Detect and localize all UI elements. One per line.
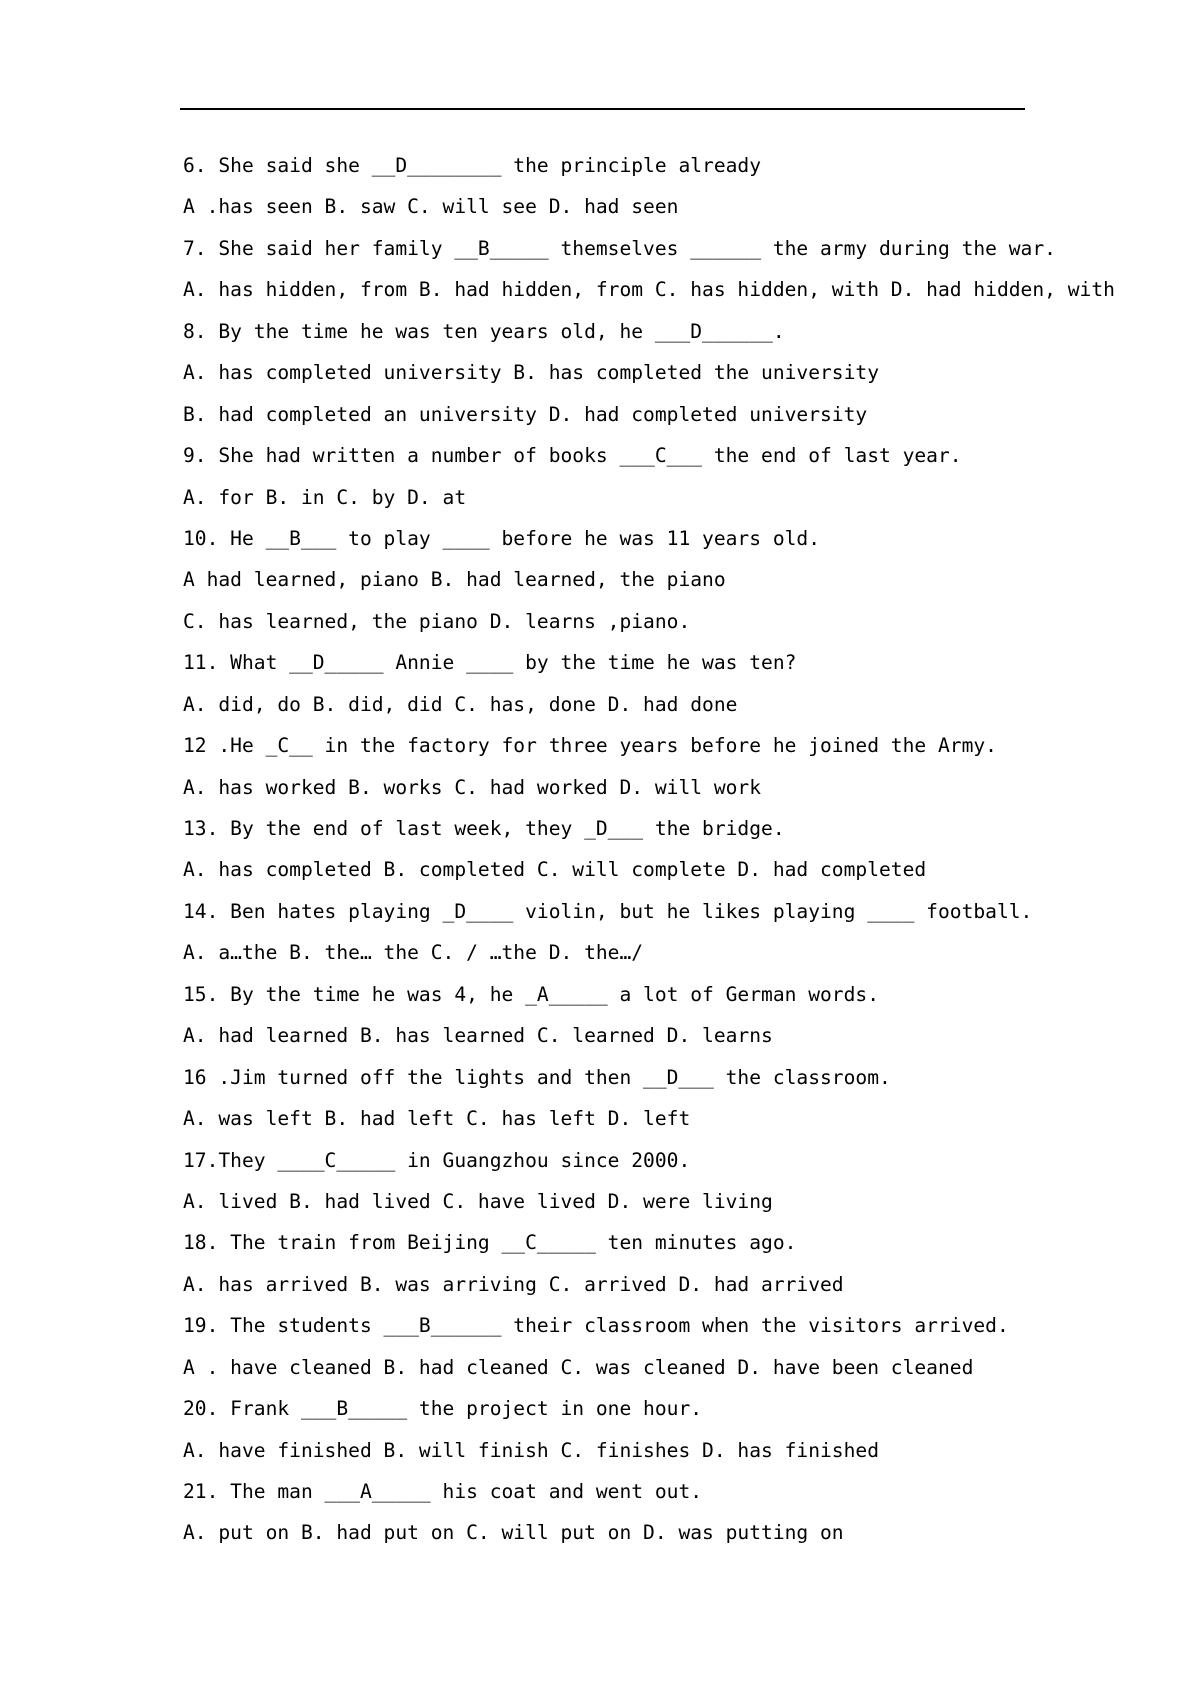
question-7: 7. She said her family __B_____ themselves ______ the army during the war. [183,236,1056,260]
question-9: 9. She had written a number of books ___C___ the end of last year. [183,444,962,468]
question-15: 15. By the time he was 4, he _A_____ a lot of German words. [183,982,879,1006]
question-6: 6. She said she __D________ the principle already [183,154,762,177]
question-14: 14. Ben hates playing _D____ violin, but he likes playing ____ football. [183,899,1033,923]
options-19: A . have cleaned B. had cleaned C. was cleaned D. have been cleaned [183,1355,974,1379]
options-6: A .has seen B. saw C. will see D. had seen [183,195,679,219]
question-20: 20. Frank ___B_____ the project in one hour. [183,1397,703,1421]
question-12: 12 .He _C__ in the factory for three years before he joined the Army. [183,734,997,758]
options-9: A. for B. in C. by D. at [183,485,467,509]
options-7: A. has hidden, from B. had hidden, from C. has hidden, with D. had hidden, with [183,278,1115,302]
options-21: A. put on B. had put on C. will put on D. was putting on [183,1521,844,1545]
options-11: A. did, do B. did, did C. has, done D. had done [183,692,738,716]
exercise-list [183,145,1183,1554]
question-21: 21. The man ___A_____ his coat and went out. [183,1480,703,1503]
question-10: 10. He __B___ to play ____ before he was 11 years old. [183,526,821,550]
question-11: 11. What __D_____ Annie ____ by the time he was ten? [183,651,797,675]
question-8: 8. By the time he was ten years old, he ___D______. [183,319,785,343]
question-13: 13. By the end of last week, they _D___ the bridge. [183,817,785,840]
options-15: A. had learned B. has learned C. learned D. learns [183,1024,773,1048]
question-19: 19. The students ___B______ their classroom when the visitors arrived. [183,1314,1009,1338]
options-8-line-1: A. has completed university B. has completed the university [183,361,879,385]
options-16: A. was left B. had left C. has left D. left [183,1107,691,1131]
options-10-line-2: C. has learned, the piano D. learns ,piano. [183,609,691,633]
header-rule [180,108,1025,110]
options-18: A. has arrived B. was arriving C. arrived D. had arrived [183,1272,844,1296]
question-17: 17.They ____C_____ in Guangzhou since 2000. [183,1148,691,1172]
options-8-line-2: B. had completed an university D. had completed university [183,402,868,426]
options-20: A. have finished B. will finish C. finishes D. has finished [183,1438,879,1462]
options-10-line-1: A had learned, piano B. had learned, the piano [183,568,726,592]
options-13: A. has completed B. completed C. will complete D. had completed [183,858,927,882]
options-14: A. a…the B. the… the C. / …the D. the…/ [183,941,644,965]
question-16: 16 .Jim turned off the lights and then __D___ the classroom. [183,1065,891,1089]
options-17: A. lived B. had lived C. have lived D. were living [183,1189,773,1213]
question-18: 18. The train from Beijing __C_____ ten minutes ago. [183,1231,797,1255]
options-12: A. has worked B. works C. had worked D. will work [183,775,762,799]
